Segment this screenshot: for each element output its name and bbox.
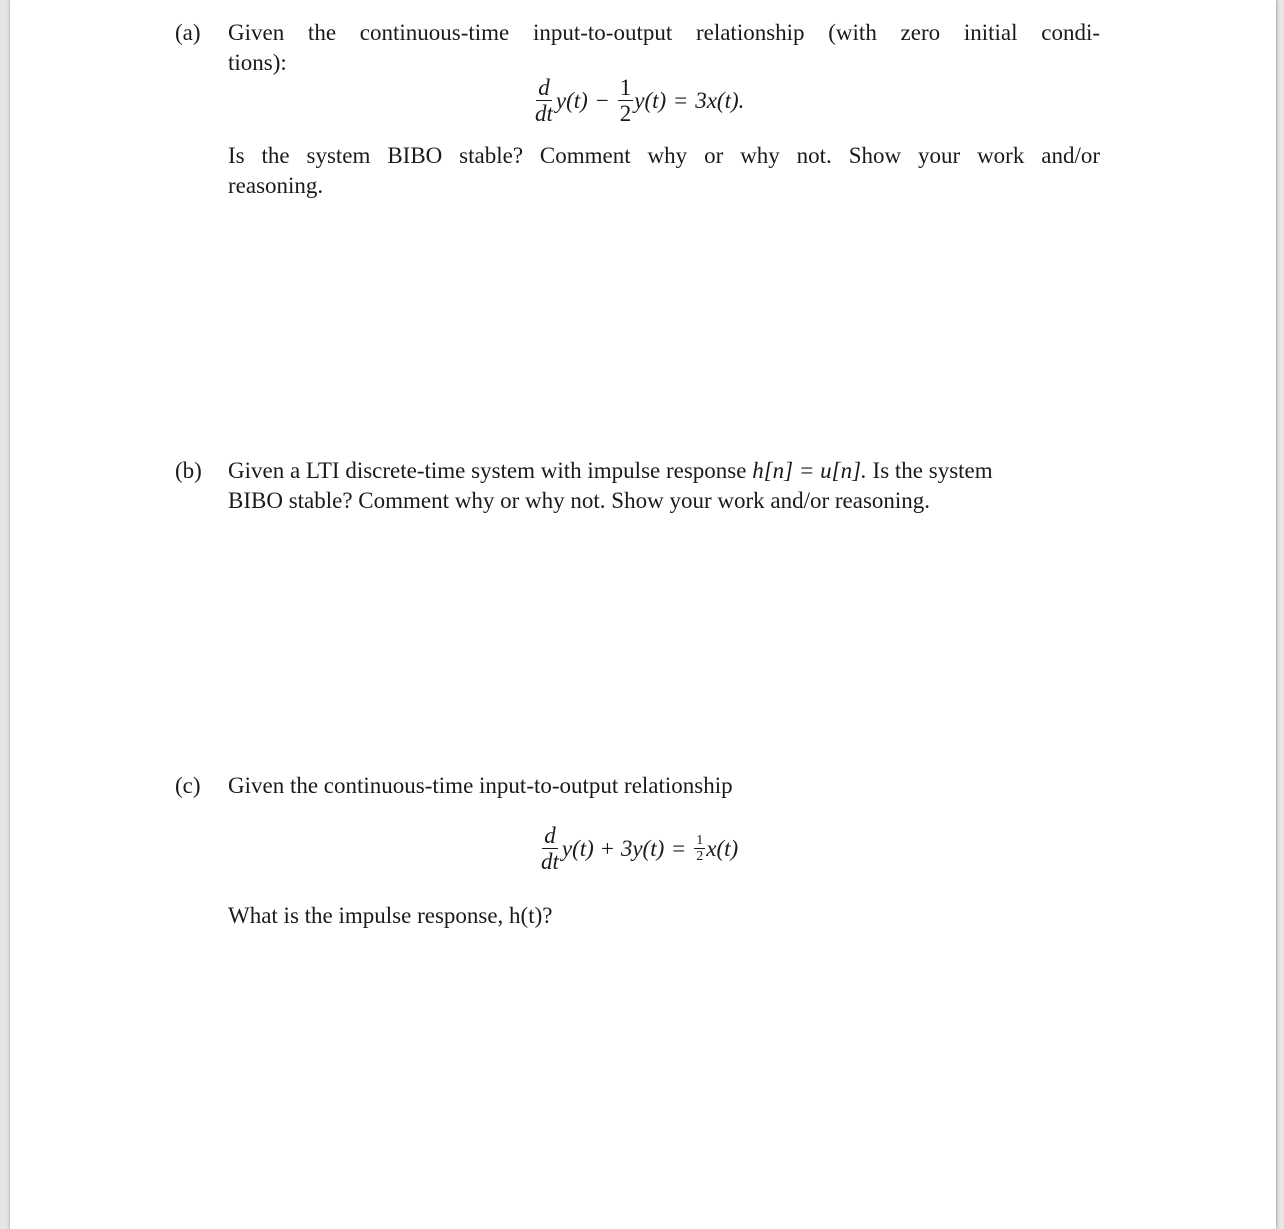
problem-a-question-line-1: Is the system BIBO stable? Comment why or why not. Show your work and/or [228,143,1100,168]
problem-b-line-1: Given a LTI discrete-time system with impulse response h[n] = u[n]. Is the system [228,458,993,483]
problem-c-label: (c) [175,773,201,798]
problem-a-equation: $\frac{d}{dt}$ y(t) − $\frac{1}{2}$ y(t) = 3x(t). [535,75,745,126]
problem-b-line-2: BIBO stable? Comment why or why not. Show your work and/or reasoning. [228,488,931,513]
derivative-operator: $\frac{d}{dt}$ [541,823,559,874]
one-half-fraction: $\frac{1}{2}$ [619,75,632,126]
problem-b-label: (b) [175,458,202,483]
derivative-operator: $\frac{d}{dt}$ [535,75,553,126]
problem-a-line-2: tions): [228,50,287,75]
one-half-fraction: $\frac{1}{2}$ [696,832,704,864]
problem-c-equation: $\frac{d}{dt}$ y(t) + 3y(t) = $\frac{1}{2}$ x(t) [541,823,739,874]
problem-c-line-1: Given the continuous-time input-to-output relationship [228,773,733,798]
impulse-response-math: h[n] = u[n]. [752,458,867,483]
document-page [10,0,1276,1229]
problem-c-question: What is the impulse response, h(t)? [228,903,553,928]
problem-a-label: (a) [175,20,201,45]
problem-a-line-1: Given the continuous-time input-to-output relationship (with zero initial condi- [228,20,1100,45]
problem-a-question-line-2: reasoning. [228,173,324,198]
